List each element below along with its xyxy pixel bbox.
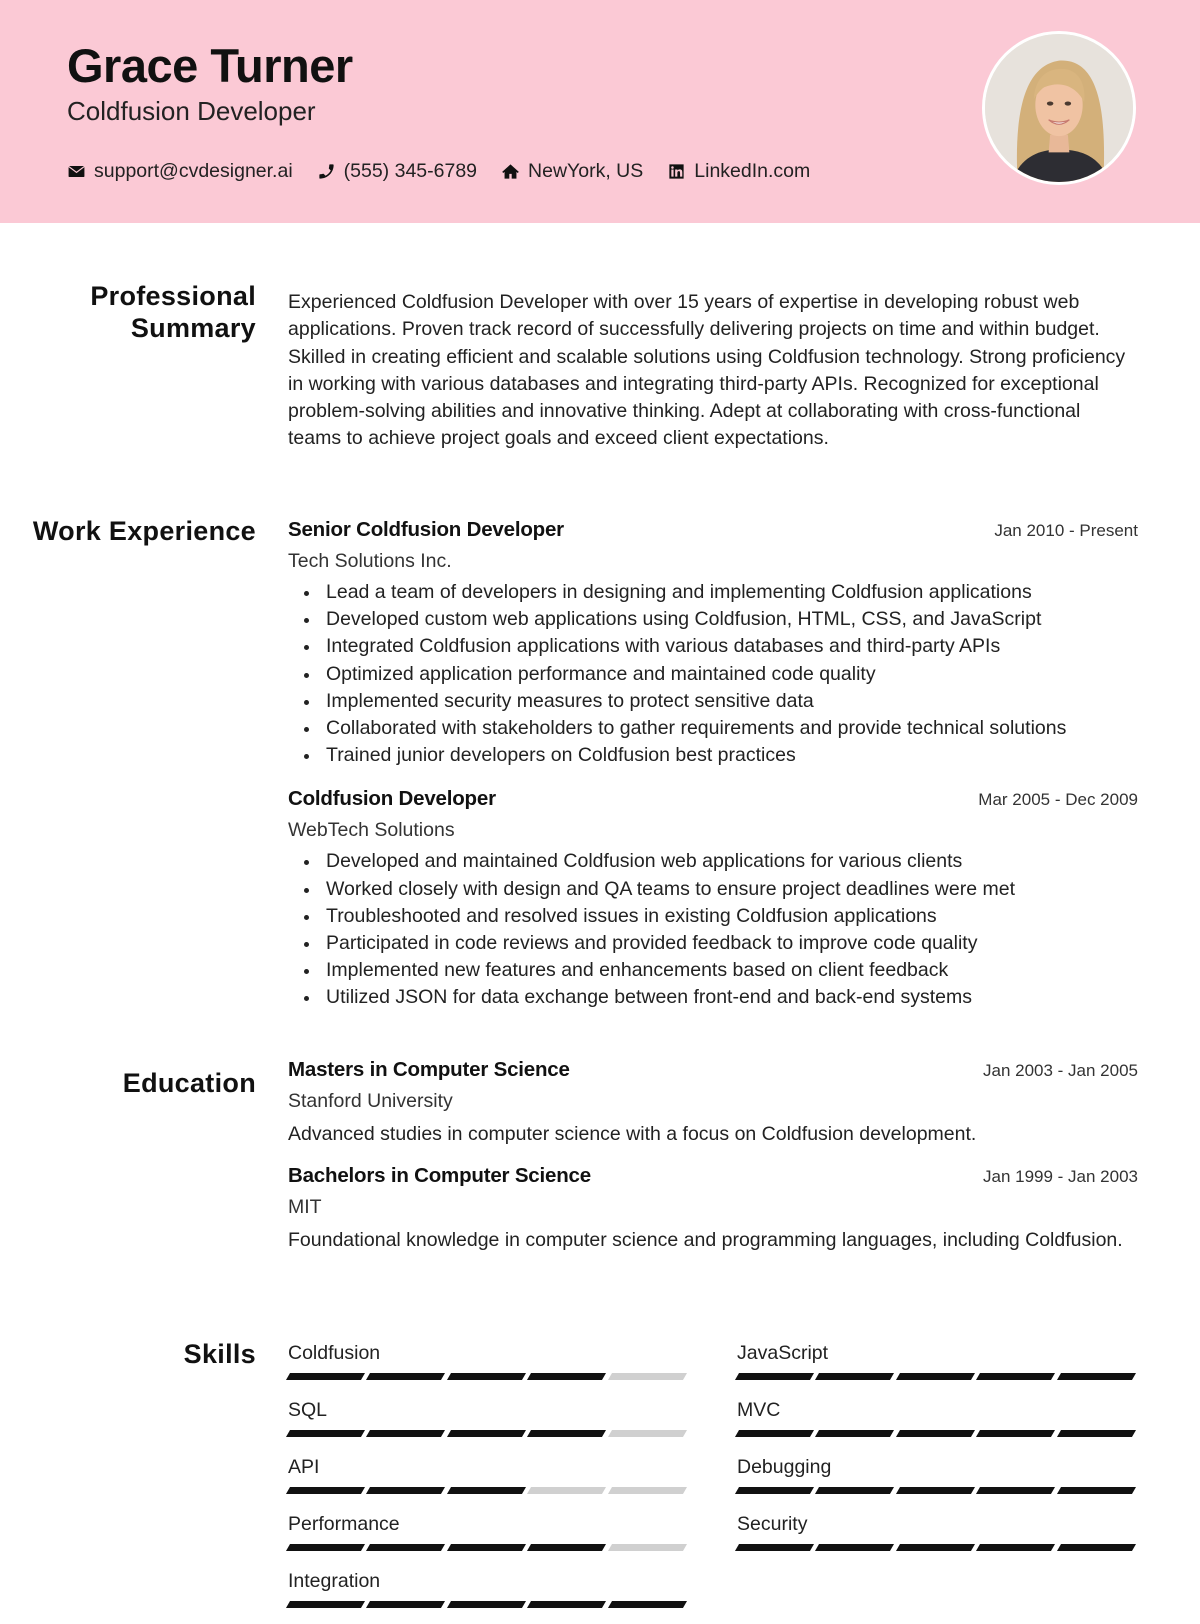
education-date: Jan 2003 - Jan 2005 bbox=[982, 1061, 1138, 1080]
skill-segment-filled bbox=[366, 1544, 445, 1551]
skill-segment-filled bbox=[366, 1373, 445, 1380]
degree-title: Masters in Computer Science bbox=[288, 1058, 570, 1081]
linkedin-text: LinkedIn.com bbox=[694, 159, 811, 182]
skill-segment-filled bbox=[447, 1487, 526, 1494]
list-item: Troubleshooted and resolved issues in existing Coldfusion applications bbox=[288, 903, 1138, 930]
skill-name: SQL bbox=[288, 1399, 328, 1421]
list-item: Lead a team of developers in designing and implementing Coldfusion applications bbox=[288, 579, 1138, 606]
skill-item bbox=[288, 1339, 690, 1396]
skill-level-bar bbox=[288, 1544, 690, 1551]
education-description: Advanced studies in computer science with a focus on Coldfusion development. bbox=[288, 1123, 977, 1145]
skill-segment-filled bbox=[447, 1430, 526, 1437]
education-date: Jan 1999 - Jan 2003 bbox=[982, 1167, 1138, 1186]
skills-grid bbox=[288, 1339, 1138, 1624]
skill-segment-filled bbox=[527, 1430, 606, 1437]
list-item: Collaborated with stakeholders to gather requirements and provide technical solutions bbox=[288, 715, 1138, 742]
skill-item bbox=[737, 1339, 1139, 1396]
job-title: Coldfusion Developer bbox=[288, 787, 496, 811]
skill-level-bar bbox=[737, 1487, 1139, 1494]
list-item: Utilized JSON for data exchange between front-end and back-end systems bbox=[288, 984, 1138, 1011]
education-entry bbox=[288, 1164, 1138, 1254]
profile-photo bbox=[982, 31, 1136, 185]
skill-segment-filled bbox=[735, 1373, 814, 1380]
skill-name: Performance bbox=[288, 1513, 400, 1535]
list-item: Participated in code reviews and provided feedback to improve code quality bbox=[288, 930, 1138, 957]
envelope-icon bbox=[67, 162, 86, 181]
skill-segment-empty bbox=[527, 1487, 606, 1494]
list-item: Optimized application performance and maintained code quality bbox=[288, 661, 1138, 688]
education-entry bbox=[288, 1058, 1138, 1148]
skill-segment-empty bbox=[608, 1373, 687, 1380]
list-item: Trained junior developers on Coldfusion best practices bbox=[288, 742, 1138, 769]
skill-level-bar bbox=[737, 1430, 1139, 1437]
list-item: Implemented new features and enhancements based on client feedback bbox=[288, 957, 1138, 984]
skill-item bbox=[737, 1510, 1139, 1567]
summary-heading: Professional Summary bbox=[90, 281, 256, 343]
candidate-name: Grace Turner bbox=[67, 39, 353, 92]
skill-level-bar bbox=[288, 1373, 690, 1380]
skill-segment-filled bbox=[286, 1373, 365, 1380]
portrait-image bbox=[985, 34, 1133, 182]
skill-segment-empty bbox=[608, 1487, 687, 1494]
skill-name: Security bbox=[737, 1513, 808, 1535]
skill-segment-filled bbox=[286, 1430, 365, 1437]
skill-name: MVC bbox=[737, 1399, 781, 1421]
skill-name: Debugging bbox=[737, 1456, 832, 1478]
skills-heading: Skills bbox=[183, 1339, 256, 1369]
skill-segment-filled bbox=[1057, 1430, 1136, 1437]
list-item: Integrated Coldfusion applications with various databases and third-party APIs bbox=[288, 633, 1138, 660]
list-item: Developed and maintained Coldfusion web applications for various clients bbox=[288, 848, 1138, 875]
contact-linkedin[interactable] bbox=[667, 160, 810, 183]
skills-section bbox=[288, 1339, 1138, 1624]
linkedin-icon bbox=[667, 162, 686, 181]
skill-segment-filled bbox=[815, 1373, 894, 1380]
skill-name: Coldfusion bbox=[288, 1342, 381, 1364]
skill-level-bar bbox=[288, 1487, 690, 1494]
skill-segment-filled bbox=[815, 1544, 894, 1551]
skill-level-bar bbox=[737, 1544, 1139, 1551]
skill-segment-filled bbox=[447, 1544, 526, 1551]
skill-item bbox=[288, 1567, 690, 1624]
list-item: Implemented security measures to protect sensitive data bbox=[288, 688, 1138, 715]
job-title: Senior Coldfusion Developer bbox=[288, 518, 564, 541]
phone-text: (555) 345-6789 bbox=[343, 159, 478, 182]
header-banner bbox=[0, 0, 1200, 223]
skill-segment-filled bbox=[896, 1544, 975, 1551]
skill-name: Integration bbox=[288, 1570, 381, 1592]
job-company: WebTech Solutions bbox=[288, 819, 455, 842]
skill-segment-filled bbox=[815, 1430, 894, 1437]
skill-segment-filled bbox=[366, 1430, 445, 1437]
contact-phone[interactable] bbox=[317, 160, 477, 183]
skill-segment-filled bbox=[527, 1544, 606, 1551]
skill-segment-filled bbox=[1057, 1487, 1136, 1494]
summary-text: Experienced Coldfusion Developer with over 15 years of expertise in developing robust web applications. Proven track record of successfully delivering projects on time and within budget. Skilled in creating efficient and scalable solutions using Coldfusion technology. Strong proficiency in working with various databases and integrating third-party APIs. Recognized for exceptional problem-solving abilities and innovative thinking. Adept at collaborating with cross-functional teams to achieve project goals and exceed client expectations. bbox=[288, 291, 1126, 450]
skill-item bbox=[288, 1396, 690, 1453]
home-icon bbox=[501, 162, 520, 181]
school-name: MIT bbox=[288, 1196, 322, 1218]
skill-item bbox=[288, 1510, 690, 1567]
skill-level-bar bbox=[288, 1430, 690, 1437]
job-date: Jan 2010 - Present bbox=[994, 521, 1138, 540]
skill-segment-filled bbox=[366, 1487, 445, 1494]
job-bullets bbox=[288, 579, 1138, 769]
skill-name: JavaScript bbox=[737, 1342, 829, 1364]
summary-section bbox=[288, 289, 1138, 453]
skill-segment-filled bbox=[527, 1601, 606, 1608]
skill-segment-empty bbox=[608, 1430, 687, 1437]
skill-segment-filled bbox=[1057, 1544, 1136, 1551]
skill-segment-filled bbox=[286, 1601, 365, 1608]
education-description: Foundational knowledge in computer science and programming languages, including Coldfusion. bbox=[288, 1229, 1123, 1251]
skill-segment-filled bbox=[1057, 1373, 1136, 1380]
skill-segment-filled bbox=[815, 1487, 894, 1494]
skill-segment-filled bbox=[286, 1544, 365, 1551]
skill-segment-filled bbox=[735, 1487, 814, 1494]
skill-level-bar bbox=[737, 1373, 1139, 1380]
skill-segment-filled bbox=[527, 1373, 606, 1380]
list-item: Developed custom web applications using Coldfusion, HTML, CSS, and JavaScript bbox=[288, 606, 1138, 633]
skill-segment-filled bbox=[447, 1373, 526, 1380]
work-heading: Work Experience bbox=[32, 516, 256, 546]
skill-segment-filled bbox=[735, 1430, 814, 1437]
skill-segment-filled bbox=[447, 1601, 526, 1608]
skill-item bbox=[737, 1396, 1139, 1453]
candidate-role: Coldfusion Developer bbox=[67, 96, 316, 126]
skill-level-bar bbox=[288, 1601, 690, 1608]
skill-segment-filled bbox=[896, 1487, 975, 1494]
job-entry bbox=[288, 518, 1138, 769]
skill-segment-filled bbox=[735, 1544, 814, 1551]
skill-segment-filled bbox=[896, 1373, 975, 1380]
skill-item bbox=[288, 1453, 690, 1510]
skill-name: API bbox=[288, 1456, 320, 1478]
skill-segment-filled bbox=[366, 1601, 445, 1608]
contact-email[interactable] bbox=[67, 160, 293, 183]
skill-segment-filled bbox=[286, 1487, 365, 1494]
skill-segment-filled bbox=[608, 1601, 687, 1608]
job-company: Tech Solutions Inc. bbox=[288, 550, 452, 572]
work-section bbox=[288, 518, 1138, 1012]
skill-segment-filled bbox=[976, 1373, 1055, 1380]
contact-location bbox=[501, 160, 643, 183]
skill-segment-empty bbox=[608, 1544, 687, 1551]
job-bullets bbox=[288, 848, 1138, 1011]
email-text: support@cvdesigner.ai bbox=[94, 159, 293, 182]
degree-title: Bachelors in Computer Science bbox=[288, 1164, 591, 1187]
skill-segment-filled bbox=[976, 1430, 1055, 1437]
location-text: NewYork, US bbox=[528, 159, 644, 182]
skill-segment-filled bbox=[896, 1430, 975, 1437]
job-date: Mar 2005 - Dec 2009 bbox=[978, 790, 1138, 810]
skill-segment-filled bbox=[976, 1544, 1055, 1551]
list-item: Worked closely with design and QA teams to ensure project deadlines were met bbox=[288, 876, 1138, 903]
education-heading: Education bbox=[122, 1068, 256, 1098]
education-section bbox=[288, 1058, 1138, 1254]
skill-item bbox=[737, 1453, 1139, 1510]
skill-segment-filled bbox=[976, 1487, 1055, 1494]
job-entry bbox=[288, 787, 1138, 1011]
contact-bar bbox=[67, 158, 834, 184]
phone-icon bbox=[317, 162, 336, 181]
school-name: Stanford University bbox=[288, 1090, 453, 1112]
